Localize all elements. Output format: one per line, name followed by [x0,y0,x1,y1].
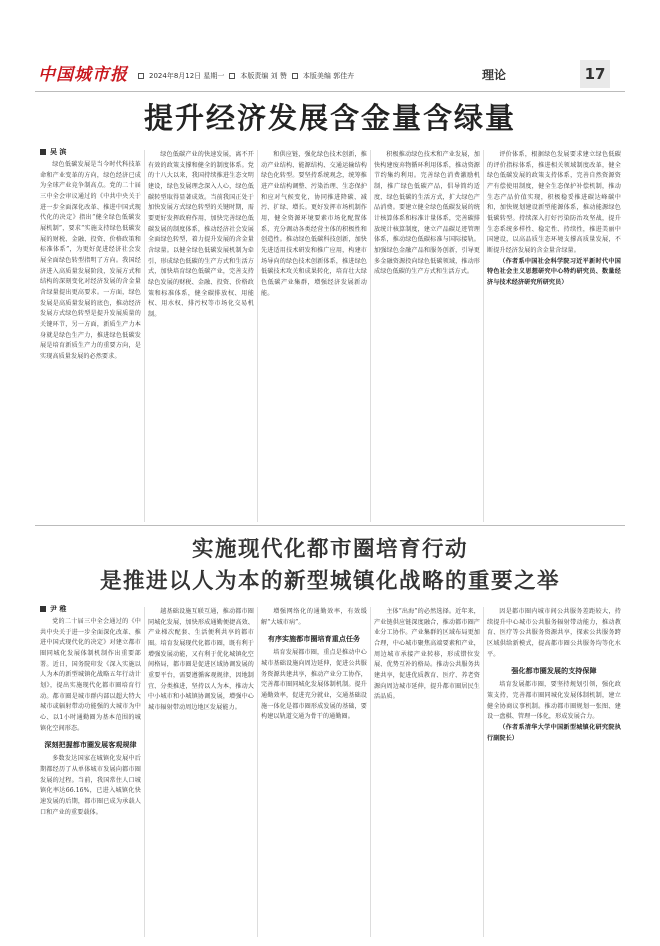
article1-headline: 提升经济发展含金量含绿量 [143,101,516,135]
section-label: 理论 [482,68,507,82]
article2-col1b-text: 多数发达国家在城镇化发展中后期都经历了从单体城市发展向都市圈发展的过程。当前，我国常住人口城镇化率达66.16%，已进入城镇化快速发展的后期，都市圈已成为承载人口和产业的重要载体。 [40,755,141,816]
article2-col2-text: 越基础设施互联互通，推动都市圈同城化发展，加快形成通勤便捷高效、产业梯次配套、生活便利共享的都市圈。培育发展现代化都市圈，既有利于增强发展动能，又有利于优化城镇化空间格局，都市圈是促进区域协调发展的重要平台，需要遵循客观规律，因地制宜、分类推进，坚持以人为本，推动大中小城市和小城镇协调发展，增强中心城市辐射带动周边地区发展能力。 [148,608,254,711]
article2-column-5 [487,607,621,937]
article2-col5b-text: 培育发展都市圈，要坚持规划引领，强化政策支持，完善都市圈同城化发展体制机制，建立健全协商议事机制。推动都市圈规划一张图、建设一盘棋、管理一体化，形成发展合力。 [487,681,621,721]
byline-marker-icon [40,606,46,612]
article2-headline [0,534,660,598]
column-divider [257,607,258,937]
article1-column-5 [487,150,621,520]
header-divider [35,91,625,92]
article1-attribution: （作者系中国社会科学院习近平新时代中国特色社会主义思想研究中心特约研究员、数量经济与技术经济研究所研究员） [487,257,621,286]
article2-col1-text: 党的二十届三中全会通过的《中共中央关于进一步全面深化改革、推进中国式现代化的决定》对建立都市圈同城化发展体制机制作出重要部署。近日，国务院印发《深入实施以人为本的新型城镇化战略五年行动计划》，提出实施现代化都市圈培育行动。都市圈是城市群内部以超大特大城市或辐射带动功能强的大城市为中心、以1小时通勤圈为基本范围的城镇化空间形态。 [40,618,141,732]
column-divider [257,150,258,522]
square-icon [229,73,235,79]
article1-column-2 [148,150,254,520]
masthead: 中国城市报 [38,64,128,85]
article1-col4-text: 积极推动绿色技术和产业发展，加快构建废弃物循环利用体系，推动资源节约集约利用。完善绿色消费激励机制，推广绿色低碳产品，倡导简约适度、绿色低碳的生活方式，扩大绿色产品消费。要建立健全绿色低碳发展的统计核算体系和标准计量体系，完善碳排放统计核算制度，建立产品碳足迹管理体系，推动绿色低碳标准与国际接轨。加强绿色金融产品和服务创新，引导更多金融资源投向绿色低碳领域，推动形成绿色低碳的生产方式和生活方式。 [374,151,480,276]
article1-col3-text: 和供应链，强化绿色技术创新，推动产业结构、能源结构、交通运输结构绿色化转型。要坚持系统观念，统筹推进产业结构调整、污染治理、生态保护和应对气候变化，协同推进降碳、减污、扩绿、增长。更好发挥市场机制作用，健全资源环境要素市场化配置体系，充分调动各类经营主体的积极性和创造性。推动绿色低碳科技创新，加快先进适用技术研发和推广应用，构建市场导向的绿色技术创新体系，推进绿色低碳技术攻关和成果转化，培育壮大绿色低碳产业集群，增强经济发展新动能。 [261,151,367,297]
column-divider [370,607,371,937]
article2-column-1 [40,617,141,937]
article2-subheading-1: 深刻把握都市圈发展客观规律 [44,741,137,750]
column-divider [144,607,145,937]
article1-column-1 [40,160,141,520]
byline-marker-icon [40,149,46,155]
article2-subheading-3: 强化都市圈发展的支持保障 [511,667,597,676]
article1-byline [40,147,66,157]
article2-col4-text: 主体“出海”的必然选择。近年来，产业链供应链深度融合，推动都市圈产业分工协作。产业集群的区域布局更加合理，中心城市聚焦高端要素和产业，周边城市承接产业转移，形成错位发展、优势互补的格局。推动公共服务共建共享，促进优质教育、医疗、养老资源向周边城市延伸，提升都市圈居民生活品质。 [374,608,480,701]
article2-headline-line2: 是推进以人为本的新型城镇化战略的重要之举 [99,569,560,594]
article1-col1-text: 绿色低碳发展是当今时代科技革命和产业变革的方向，绿色经济已成为全球产业竞争制高点。党的二十届三中全会审议通过的《中共中央关于进一步全面深化改革、推进中国式现代化的决定》指出“健全绿色低碳发展机制”，要求“实施支持绿色低碳发展的财税、金融、投资、价格政策和标准体系”，为更好促进经济社会发展全面绿色转型指明了方向。我国经济进入高质量发展阶段，发展方式和结构的深刻变化对经济发展的含金量含绿量提出更高要求。一方面，绿色发展是高质量发展的底色，推动经济发展方式绿色转型是提升发展质量的关键环节，另一方面，新质生产力本身就是绿色生产力，推进绿色低碳发展是培育新质生产力的重要方向，是实现高质量发展的必然要求。 [40,161,141,360]
article2-col3b-text: 培育发展都市圈，重点是推动中心城市基础设施向周边延伸，促进公共服务资源共建共享，推动产业分工协作，完善都市圈同城化发展体制机制。提升通勤效率，促进充分就业，交通基础设施一体化是都市圈形成发展的基础，要构建以轨道交通为骨干的通勤圈。 [261,649,367,721]
square-icon [138,73,144,79]
article1-col2-text: 绿色低碳产业的快速发展，离不开有效的政策支撑和健全的制度体系。党的十八大以来，我国持续推进生态文明建设，绿色发展理念深入人心，绿色低碳转型取得显著成效。当前我国正处于加快发展方式绿色转型的关键时期，需要更好发挥政府作用，加快完善绿色低碳发展的制度体系，推动经济社会发展全面绿色转型，着力提升发展的含金量含绿量。以健全绿色低碳发展机制为牵引，形成绿色低碳的生产方式和生活方式，加快培育绿色低碳产业，完善支持绿色发展的财税、金融、投资、价格政策和标准体系，健全碳排放权、用能权、用水权、排污权等市场化交易机制。 [148,151,254,318]
column-divider [483,607,484,937]
designer: 本版美编 郭佳卉 [302,72,355,80]
article2-column-3 [261,607,367,937]
article2-column-2 [148,607,254,937]
article1-column-4 [374,150,480,520]
article1-column-3 [261,150,367,520]
article2-byline [40,604,66,614]
column-divider [483,150,484,522]
column-divider [370,150,371,522]
article1-col5-text: 评价体系，根据绿色发展要求建立绿色低碳的评价指标体系，推进相关领域制度改革，健全绿色低碳发展的政策支持体系，完善自然资源资产有偿使用制度，健全生态保护补偿机制，推动生态产品价值实现，积极稳妥推进碳达峰碳中和，加快规划建设新型能源体系，推动能源绿色低碳转型。持续深入打好污染防治攻坚战，提升生态系统多样性、稳定性、持续性，推进美丽中国建设，以高品质生态环境支撑高质量发展，不断提升经济发展的含金量含绿量。 [487,151,621,254]
issue-info [138,71,354,81]
article-divider [35,525,625,526]
article2-column-4 [374,607,480,937]
article2-headline-line1: 实施现代化都市圈培育行动 [191,537,468,562]
article2-subheading-2: 有序实施都市圈培育重点任务 [267,635,361,644]
article2-col3-text: 增强网络化的通勤效率，有效缓解“大城市病”。 [261,608,367,626]
article2-col5-text: 因是都市圈内城市间公共服务差距较大，持续提升中心城市公共服务辐射带动能力，推动教育、医疗等公共服务资源共享，探索公共服务跨区域供给新模式，提高都市圈公共服务均等化水平。 [487,608,621,658]
page-number: 17 [580,60,610,88]
article2-attribution: （作者系清华大学中国新型城镇化研究院执行副院长） [487,723,621,742]
issue-date: 2024年8月12日 星期一 [149,72,225,80]
article1-author: 吴 滨 [50,148,67,156]
square-icon [292,73,298,79]
editor: 本版责编 刘 赞 [240,72,287,80]
article2-author: 尹 稚 [50,605,67,613]
column-divider [144,150,145,522]
